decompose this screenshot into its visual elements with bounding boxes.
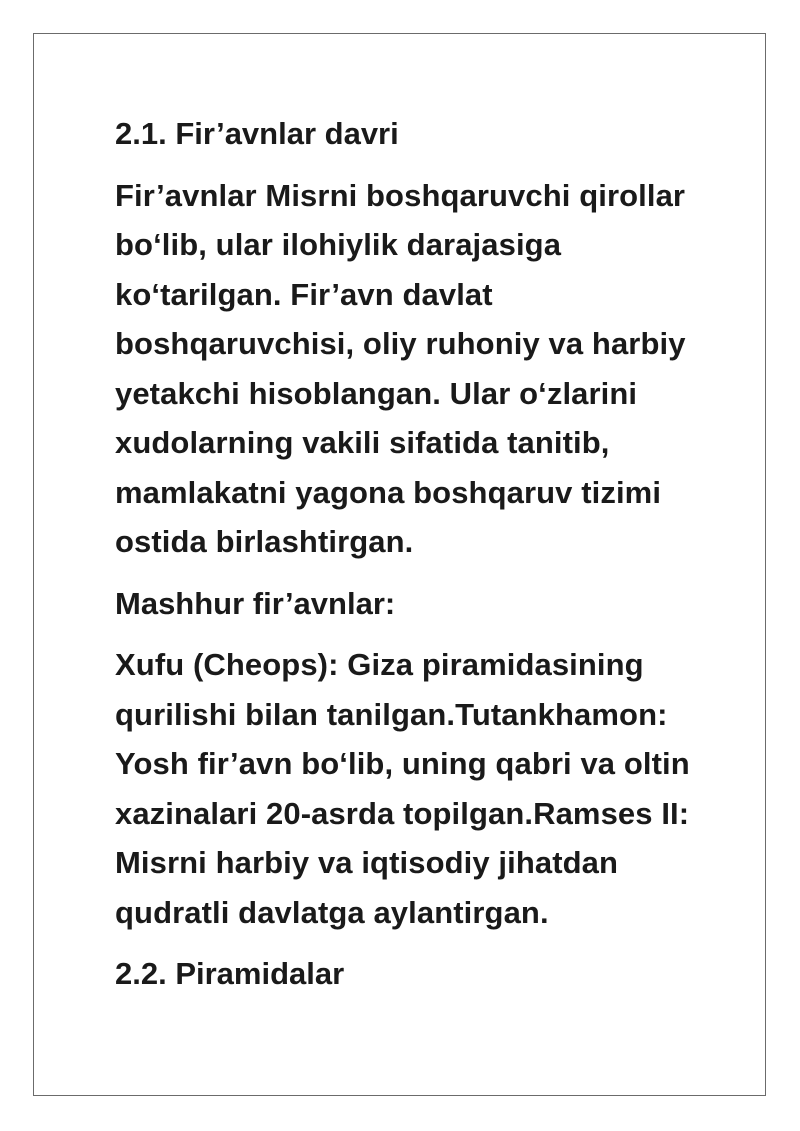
intro-paragraph — [115, 171, 725, 567]
paragraph-line: Fir’avnlar Misrni boshqaruvchi qirollar — [115, 177, 686, 213]
paragraph-line: yetakchi hisoblangan. Ular o‘zlarini — [115, 375, 638, 411]
famous-pharaohs-heading: Mashhur fir’avnlar: — [115, 585, 396, 621]
document-page — [33, 33, 766, 1096]
paragraph-line: xudolarning vakili sifatida tanitib, — [115, 425, 610, 460]
section-heading-pharaohs-era: 2.1. Fir’avnlar davri — [115, 116, 399, 151]
paragraph-line: Yosh fir’avn bo‘lib, uning qabri va oltin — [115, 746, 690, 781]
paragraph-line: ko‘tarilgan. Fir’avn davlat — [115, 276, 493, 312]
section-heading-pyramids: 2.2. Piramidalar — [115, 956, 345, 991]
paragraph-line: bo‘lib, ular ilohiylik darajasiga — [115, 227, 562, 262]
paragraph-line: mamlakatni yagona boshqaruv tizimi — [115, 474, 662, 510]
page-content — [115, 109, 725, 1011]
paragraph-line: qurilishi bilan tanilgan.Tutankhamon: — [115, 696, 668, 732]
paragraph-line: ostida birlashtirgan. — [115, 524, 414, 559]
paragraph-line: Misrni harbiy va iqtisodiy jihatdan — [115, 845, 619, 880]
paragraph-line: Xufu (Cheops): Giza piramidasining — [115, 647, 644, 682]
famous-pharaohs-paragraph — [115, 640, 725, 937]
paragraph-line: boshqaruvchisi, oliy ruhoniy va harbiy — [115, 326, 686, 361]
paragraph-line: qudratli davlatga aylantirgan. — [115, 894, 549, 930]
paragraph-line: xazinalari 20-asrda topilgan.Ramses II: — [115, 795, 690, 831]
